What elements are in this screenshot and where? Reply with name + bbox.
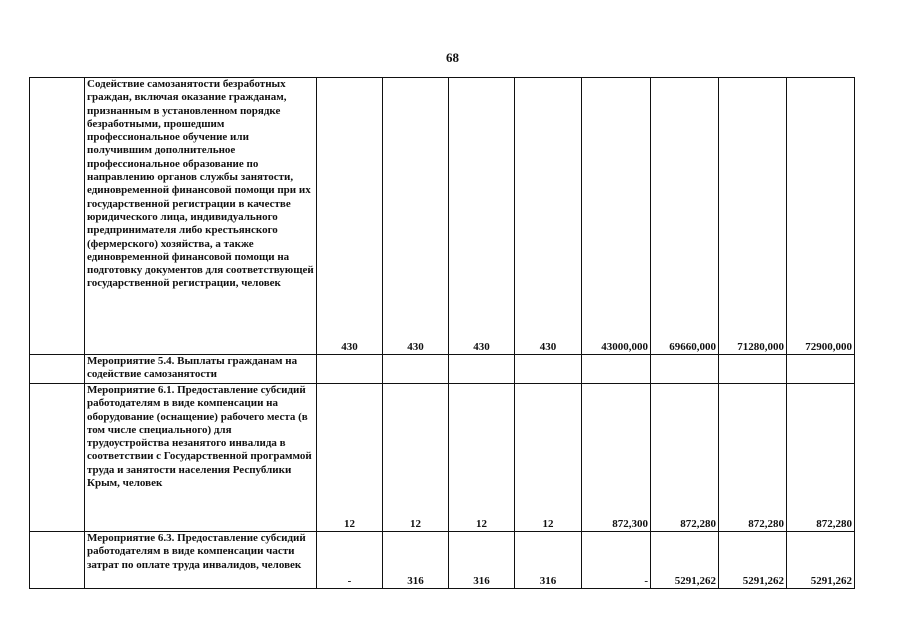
value-cell [383,355,449,384]
value-cell: 12 [317,384,383,532]
value-cell: 430 [383,78,449,355]
value-cell [449,355,515,384]
value-cell [719,355,787,384]
value-cell: 12 [449,384,515,532]
value-cell: 5291,262 [719,532,787,589]
page-number: 68 [446,50,459,65]
value-cell: 872,280 [651,384,719,532]
row-description: Мероприятие 6.3. Предоставление субсидий работодателям в виде компенсации части затрат по оплате труда инвалидов, человек [85,532,317,589]
row-description: Содействие самозанятости безработных граждан, включая оказание гражданам, признанным в установленном порядке безработными, прошедшим профессиональное обучение или получившим дополнительное профессиональное образование по направлению органов службы занятости, единовременной финансовой помощи при их государственной регистрации в качестве юридического лица, индивидуального предпринимателя либо крестьянского (фермерского) хозяйства, а также единовременной финансовой помощи на подготовку документов для соответствующей государственной регистрации, человек [85,78,317,355]
value-cell [317,355,383,384]
value-cell: - [582,532,651,589]
value-cell: 5291,262 [651,532,719,589]
value-cell: 316 [449,532,515,589]
value-cell: 872,300 [582,384,651,532]
value-cell: - [317,532,383,589]
value-cell [582,355,651,384]
value-cell: 430 [317,78,383,355]
row-description: Мероприятие 6.1. Предоставление субсидий работодателям в виде компенсации на оборудование (оснащение) рабочего места (в том числе специального) для трудоустройства незанятого инвалида в соответствии с Государственной программой труда и занятости населения Республики Крым, человек [85,384,317,532]
value-cell: 316 [383,532,449,589]
value-cell: 12 [383,384,449,532]
table-row [30,355,855,384]
row-number-cell [30,355,85,384]
table-row [30,532,855,589]
table-row [30,384,855,532]
value-cell: 430 [449,78,515,355]
value-cell: 316 [515,532,582,589]
value-cell: 71280,000 [719,78,787,355]
value-cell [515,355,582,384]
value-cell: 430 [515,78,582,355]
value-cell: 12 [515,384,582,532]
row-number-cell [30,384,85,532]
value-cell: 69660,000 [651,78,719,355]
value-cell: 43000,000 [582,78,651,355]
row-description: Мероприятие 5.4. Выплаты гражданам на содействие самозанятости [85,355,317,384]
program-indicators-table [29,77,855,589]
value-cell: 872,280 [719,384,787,532]
value-cell [787,355,855,384]
value-cell [651,355,719,384]
table-row [30,78,855,355]
row-number-cell [30,532,85,589]
value-cell: 872,280 [787,384,855,532]
value-cell: 5291,262 [787,532,855,589]
row-number-cell [30,78,85,355]
value-cell: 72900,000 [787,78,855,355]
